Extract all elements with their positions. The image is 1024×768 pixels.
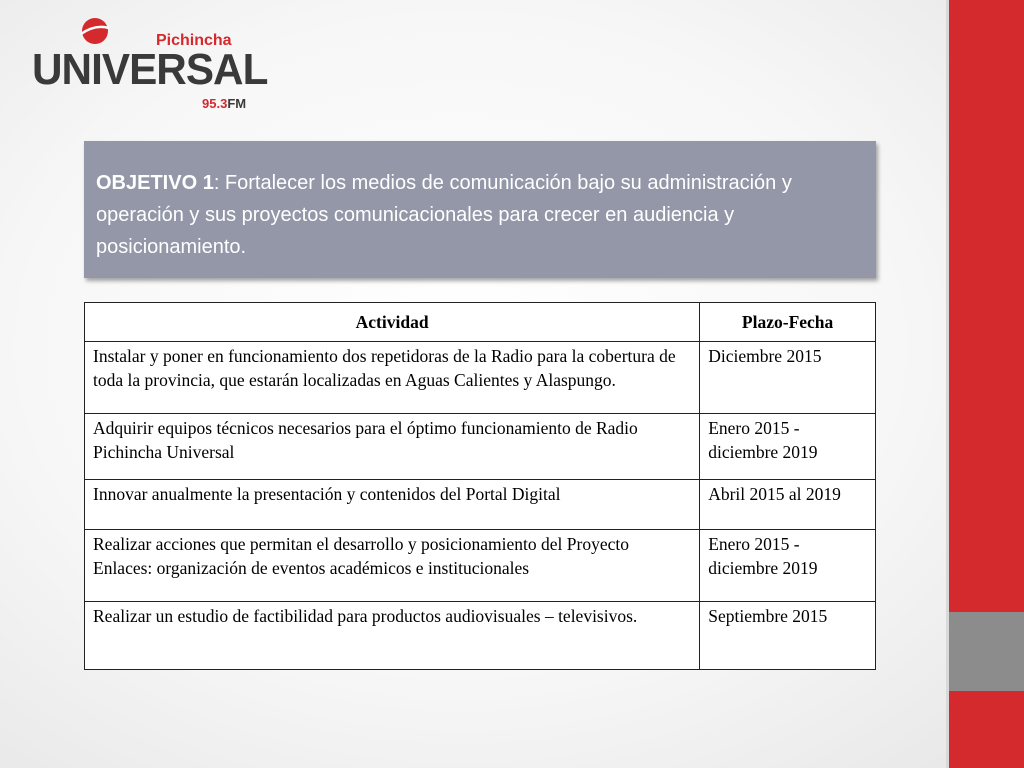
cell-actividad: Realizar un estudio de factibilidad para productos audiovisuales – televisivos. bbox=[85, 602, 700, 670]
logo-brand-main: UNIVERSAL bbox=[32, 45, 268, 94]
cell-plazo: Septiembre 2015 bbox=[700, 602, 876, 670]
side-bar-gray bbox=[949, 612, 1024, 691]
objective-text: : Fortalecer los medios de comunicación bajo su administración y operación y sus proyectos comunicacionales para crecer en audiencia y posicionamiento. bbox=[96, 172, 792, 258]
table-row bbox=[85, 530, 876, 602]
logo-ball-icon bbox=[80, 16, 110, 46]
cell-actividad: Innovar anualmente la presentación y contenidos del Portal Digital bbox=[85, 480, 700, 530]
radio-logo bbox=[30, 16, 268, 111]
table-row bbox=[85, 480, 876, 530]
table-row bbox=[85, 414, 876, 480]
objective-label: OBJETIVO 1 bbox=[96, 172, 214, 194]
logo-frequency bbox=[202, 96, 246, 111]
side-bar-red-top bbox=[949, 0, 1024, 612]
cell-actividad: Realizar acciones que permitan el desarrollo y posicionamiento del Proyecto Enlaces: organización de eventos académicos e institucionales bbox=[85, 530, 700, 602]
logo-brand-top: Pichincha bbox=[156, 32, 232, 49]
cell-plazo: Diciembre 2015 bbox=[700, 342, 876, 414]
cell-actividad: Adquirir equipos técnicos necesarios para el óptimo funcionamiento de Radio Pichincha Universal bbox=[85, 414, 700, 480]
activities-table bbox=[84, 302, 876, 670]
table-header-row bbox=[85, 303, 876, 342]
table-row bbox=[85, 602, 876, 670]
side-bar-red-bottom bbox=[949, 691, 1024, 768]
table-row bbox=[85, 342, 876, 414]
header-actividad: Actividad bbox=[85, 303, 700, 342]
header-plazo-fecha: Plazo-Fecha bbox=[700, 303, 876, 342]
logo-frequency-unit: FM bbox=[227, 96, 247, 111]
logo-frequency-number: 95.3 bbox=[202, 96, 228, 111]
objective-box bbox=[84, 141, 876, 278]
cell-plazo: Abril 2015 al 2019 bbox=[700, 480, 876, 530]
cell-plazo: Enero 2015 - diciembre 2019 bbox=[700, 530, 876, 602]
cell-actividad: Instalar y poner en funcionamiento dos repetidoras de la Radio para la cobertura de toda la provincia, que estarán localizadas en Aguas Calientes y Alaspungo. bbox=[85, 342, 700, 414]
cell-plazo: Enero 2015 - diciembre 2019 bbox=[700, 414, 876, 480]
